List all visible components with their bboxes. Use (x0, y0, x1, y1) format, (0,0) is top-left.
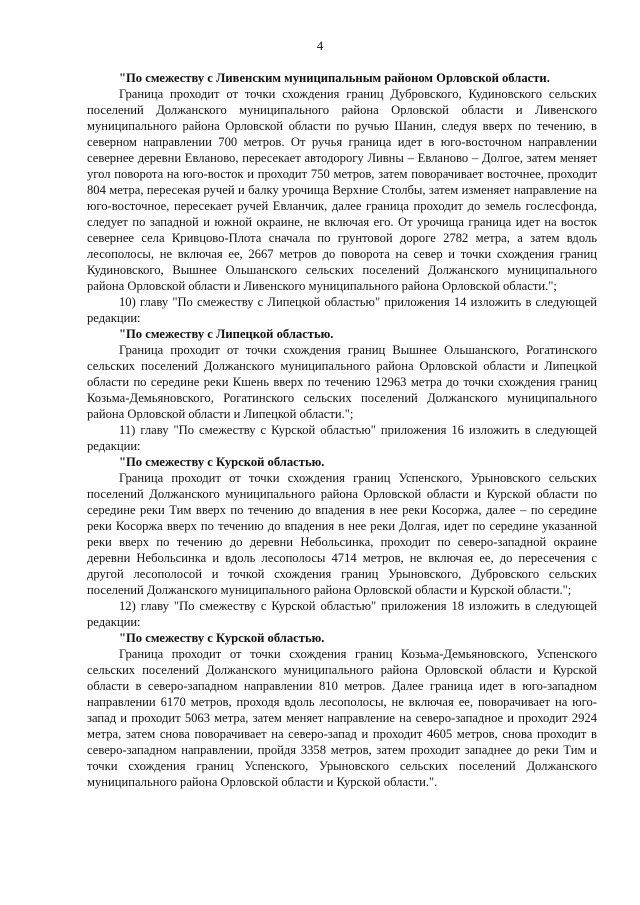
paragraph-kursk-border-2: Граница проходит от точки схождения границ Козьма-Демьяновского, Успенского сельских поселений Должанского муниципального района Орловской области и Курской области в северо-западном направлении 810 метров. Далее граница идет в юго-западном направлении 6170 метров, проходя вдоль лесополосы, не включая ее, поворачивает на юго-запад и проходит 5063 метра, затем меняет направление на северо-западное и проходит 2924 метра, затем снова поворачивает на северо-запад и проходит 4605 метров, снова проходит в северо-западном направлении, пройдя 3358 метров, затем проходит западнее до реки Тим и точки схождения границ Успенского, Урыновского сельских поселений Должанского муниципального района Орловской области и Курской области.". (87, 647, 597, 789)
paragraph-amendment-11: 11) главу "По смежеству с Курской областью" приложения 16 изложить в следующей редакции: (87, 423, 597, 453)
section-heading-kursk-2: "По смежеству с Курской областью. (119, 631, 325, 645)
section-heading-liven: "По смежеству с Ливенским муниципальным районом Орловской области. (119, 71, 550, 85)
page-number: 4 (316, 39, 324, 53)
section-heading-kursk-1: "По смежеству с Курской областью. (119, 455, 325, 469)
paragraph-amendment-10: 10) главу "По смежеству с Липецкой областью" приложения 14 изложить в следующей редакции: (87, 295, 597, 325)
paragraph-liven-border: Граница проходит от точки схождения границ Дубровского, Кудиновского сельских поселений Должанского муниципального района Орловской области и Ливенского муниципального района Орловской области по ручью Шанин, следуя вверх по течению, в северном направлении 700 метров. От ручья граница идет в юго-восточном направлении севернее деревни Евланово, пересекает автодорогу Ливны – Евланово – Долгое, затем меняет угол поворота на юго-восток и проходит 750 метров, затем поворачивает восточнее, проходит 804 метра, пересекая ручей и балку урочища Верхние Столбы, затем изменяет направление на юго-восточное, пересекает ручей Евланчик, далее граница проходит до земель гослесфонда, следует по западной и южной окраине, не включая его. От урочища граница идет на восток севернее села Кривцово-Плота сначала по грунтовой дороге 2782 метра, а затем вдоль лесополосы, не включая ее, 2667 метров до поворота на север и точки схождения границ Кудиновского, Вышнее Ольшанского сельских поселений Должанского муниципального района Орловской области и Ливенского муниципального района Орловской области."; (87, 87, 597, 293)
paragraph-kursk-border-1: Граница проходит от точки схождения границ Успенского, Урыновского сельских поселений Должанского муниципального района Орловской области и Курской области по середине реки Тим вверх по течению до впадения в нее реки Косоржа, далее – по середине реки Косоржа вверх по течению до впадения в нее реки Долгая, идет по середине указанной реки вверх по течению до деревни Небольсинка, проходит по северо-западной окраине деревни Небольсинка и вдоль лесополосы 4714 метров, не включая ее, до пересечения с другой лесополосой и точкой схождения границ Урыновского, Дубровского сельских поселений Должанского муниципального района Орловской области и Курской области."; (87, 471, 597, 597)
section-heading-lipetsk: "По смежеству с Липецкой областью. (119, 327, 334, 341)
document-body (87, 70, 597, 790)
paragraph-amendment-12: 12) главу "По смежеству с Курской областью" приложения 18 изложить в следующей редакции: (87, 599, 597, 629)
paragraph-lipetsk-border: Граница проходит от точки схождения границ Вышнее Ольшанского, Рогатинского сельских поселений Должанского муниципального района Орловской области и Липецкой области по середине реки Кшень вверх по течению 12963 метра до точки схождения границ Козьма-Демьяновского, Рогатинского сельских поселений Должанского муниципального района Орловской области и Липецкой области."; (87, 343, 597, 421)
